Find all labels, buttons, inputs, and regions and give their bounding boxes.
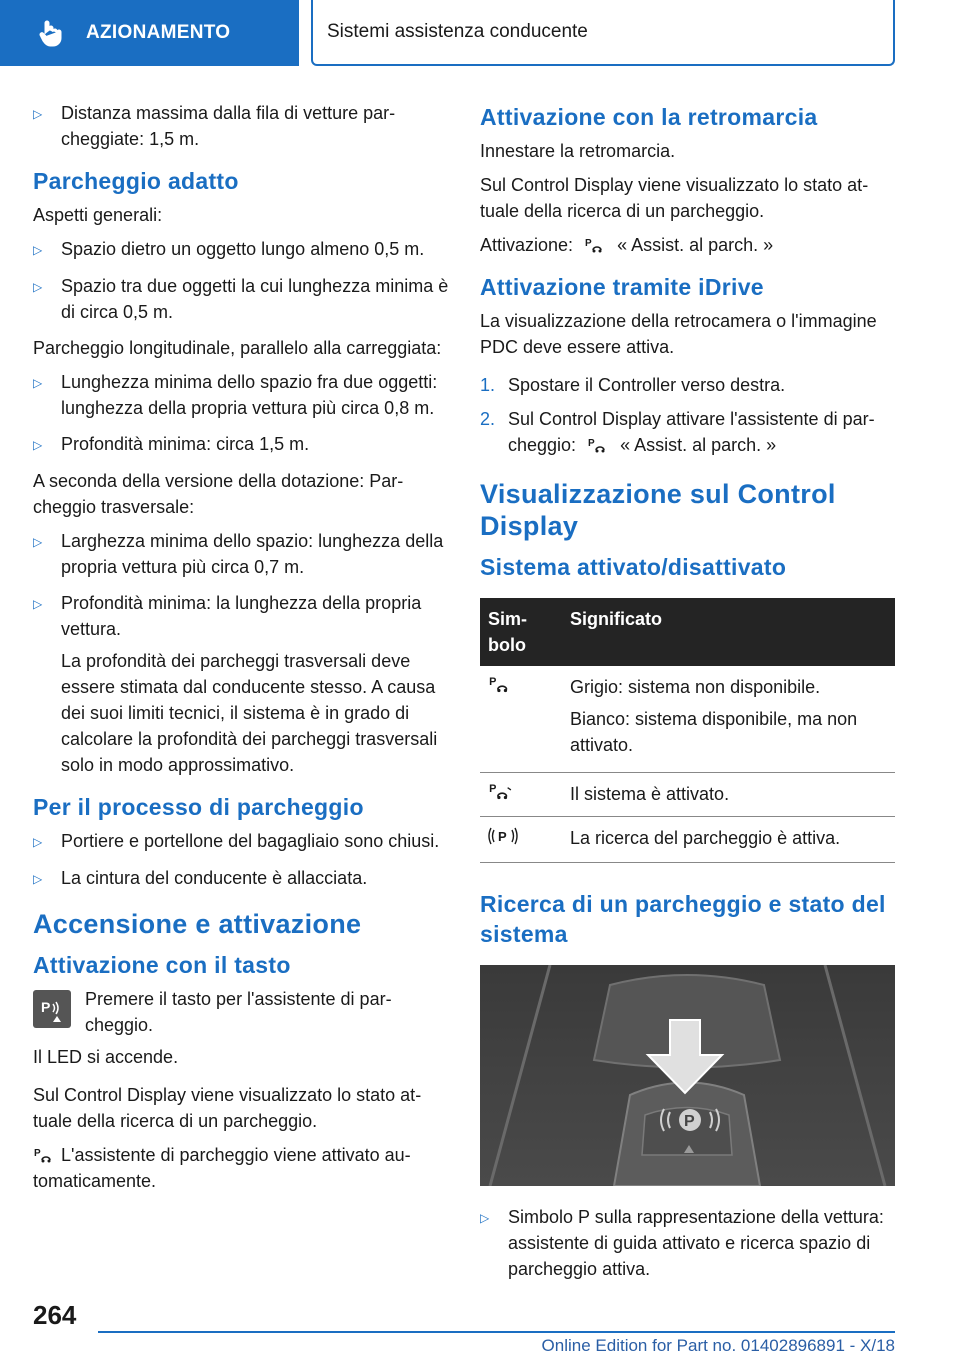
svg-text:P: P — [588, 438, 595, 449]
heading-idrive: Attivazione tramite iDrive — [480, 274, 764, 300]
svg-text:P: P — [41, 999, 51, 1015]
section-tab — [0, 0, 299, 66]
parking-assist-icon — [584, 236, 606, 254]
parking-assist-active-icon — [488, 781, 512, 801]
paragraph: Sul Control Display viene visualizzato lo stato attuale della ricerca di un parcheggio. — [33, 1085, 422, 1131]
paragraph: Attivazione: P « Assist. al parch. » — [480, 235, 774, 255]
paragraph: P L'assistente di parcheggio viene attivato automaticamente. — [33, 1145, 411, 1191]
paragraph: Sul Control Display viene visualizzato lo stato attuale della ricerca di un parcheggio. — [480, 175, 869, 221]
list-item: ▷ Portiere e portellone del bagagliaio sono chiusi. — [33, 828, 453, 855]
list-item: ▷ La cintura del conducente è allacciata. — [33, 865, 453, 892]
paragraph: A seconda della versione della dotazione: Parcheggio trasversale: — [33, 471, 404, 517]
svg-text:P: P — [684, 1113, 695, 1130]
heading-accensione: Accensione e attivazione — [33, 909, 362, 939]
list-item: 1. Spostare il Controller verso destra. — [480, 375, 786, 395]
table-row: P Il sistema è attivato. — [480, 773, 895, 817]
paragraph: Il LED si accende. — [33, 1047, 179, 1067]
parking-search-illustration — [480, 965, 895, 1186]
heading-sistema: Sistema attivato/disattivato — [480, 554, 787, 580]
table-row: P Grigio: sistema non disponibile. Bianco: sistema disponibile, ma non attivato. — [480, 666, 895, 773]
triangle-bullet-icon: ▷ — [33, 597, 43, 611]
list-item: ▷ Distanza massima dalla fila di vetture parcheggiate: 1,5 m. — [33, 100, 453, 152]
left-column — [33, 100, 453, 1202]
note-paragraph: La profondità dei parcheggi trasversali deve essere stimata dal conducente stesso. A causa dei suoi limiti tecnici, il sistema è in grado di calcolare la profondità dei parcheggi trasversali solo in modo approssimativo. — [61, 651, 438, 775]
parking-assist-button-icon — [33, 990, 71, 1028]
table-header-row: Simbolo Significato — [480, 598, 895, 666]
page-header — [0, 0, 960, 66]
list-item: ▷ Spazio tra due oggetti la cui lunghezza minima è di circa 0,5 m. — [33, 273, 453, 325]
heading-processo: Per il processo di parcheggio — [33, 794, 364, 820]
list-item: 2. Sul Control Display attivare l'assistente di parcheggio: P « Assist. al parch. » — [480, 409, 875, 455]
triangle-bullet-icon: ▷ — [33, 835, 43, 849]
list-item: ▷ Larghezza minima dello spazio: lunghezza della propria vettura più circa 0,7 m. — [33, 528, 453, 580]
page-number: 264 — [33, 1300, 77, 1330]
key-instruction: P Premere il tasto per l'assistente di parcheggio. — [33, 986, 453, 1038]
triangle-bullet-icon: ▷ — [33, 438, 43, 452]
parking-assist-icon — [587, 436, 609, 454]
list-item: ▷ Profondità minima: la lunghezza della propria vettura. — [33, 590, 453, 642]
svg-text:P: P — [489, 676, 497, 689]
triangle-bullet-icon: ▷ — [33, 535, 43, 549]
paragraph: Innestare la retromarcia. — [480, 141, 676, 161]
hand-icon — [36, 18, 66, 48]
heading-ricerca: Ricerca di un parcheggio e stato del sistema — [480, 891, 886, 947]
svg-text:P: P — [585, 238, 592, 249]
svg-text:P: P — [34, 1148, 41, 1159]
triangle-bullet-icon: ▷ — [33, 243, 43, 257]
paragraph: Parcheggio longitudinale, parallelo alla carreggiata: — [33, 338, 442, 358]
parking-assist-icon — [33, 1146, 55, 1164]
heading-tasto: Attivazione con il tasto — [33, 952, 291, 978]
heading-visualizzazione: Visualizzazione sul Control Display — [480, 479, 836, 541]
triangle-bullet-icon: ▷ — [33, 376, 43, 390]
parking-search-icon — [488, 825, 518, 847]
section-title: AZIONAMENTO — [86, 22, 231, 43]
heading-retromarcia: Attivazione con la retromarcia — [480, 104, 818, 130]
right-column — [480, 100, 900, 1292]
triangle-bullet-icon: ▷ — [33, 872, 43, 886]
triangle-bullet-icon: ▷ — [33, 107, 43, 121]
svg-text:P: P — [498, 829, 507, 844]
triangle-bullet-icon: ▷ — [33, 280, 43, 294]
table-row: P La ricerca del parcheggio è attiva. — [480, 817, 895, 863]
heading-parcheggio-adatto: Parcheggio adatto — [33, 168, 239, 194]
symbol-table — [480, 598, 895, 863]
svg-text:P: P — [489, 783, 497, 796]
list-item: ▷ Simbolo P sulla rappresentazione della vettura: assistente di guida attivato e ricerca spazio di parcheggio attiva. — [480, 1204, 900, 1282]
paragraph: La visualizzazione della retrocamera o l'immagine PDC deve essere attiva. — [480, 311, 877, 357]
list-item: ▷ Lunghezza minima dello spazio fra due oggetti: lunghezza della propria vettura più circa 0,8 m. — [33, 369, 453, 421]
paragraph: Aspetti generali: — [33, 205, 163, 225]
list-item: ▷ Spazio dietro un oggetto lungo almeno 0,5 m. — [33, 236, 453, 263]
edition-note: Online Edition for Part no. 01402896891 - X/18 — [541, 1336, 895, 1355]
footer-divider — [98, 1331, 895, 1333]
parking-assist-icon — [488, 674, 512, 694]
list-item: ▷ Profondità minima: circa 1,5 m. — [33, 431, 453, 458]
triangle-bullet-icon: ▷ — [480, 1211, 490, 1225]
chapter-title: Sistemi assistenza conducente — [311, 0, 895, 66]
